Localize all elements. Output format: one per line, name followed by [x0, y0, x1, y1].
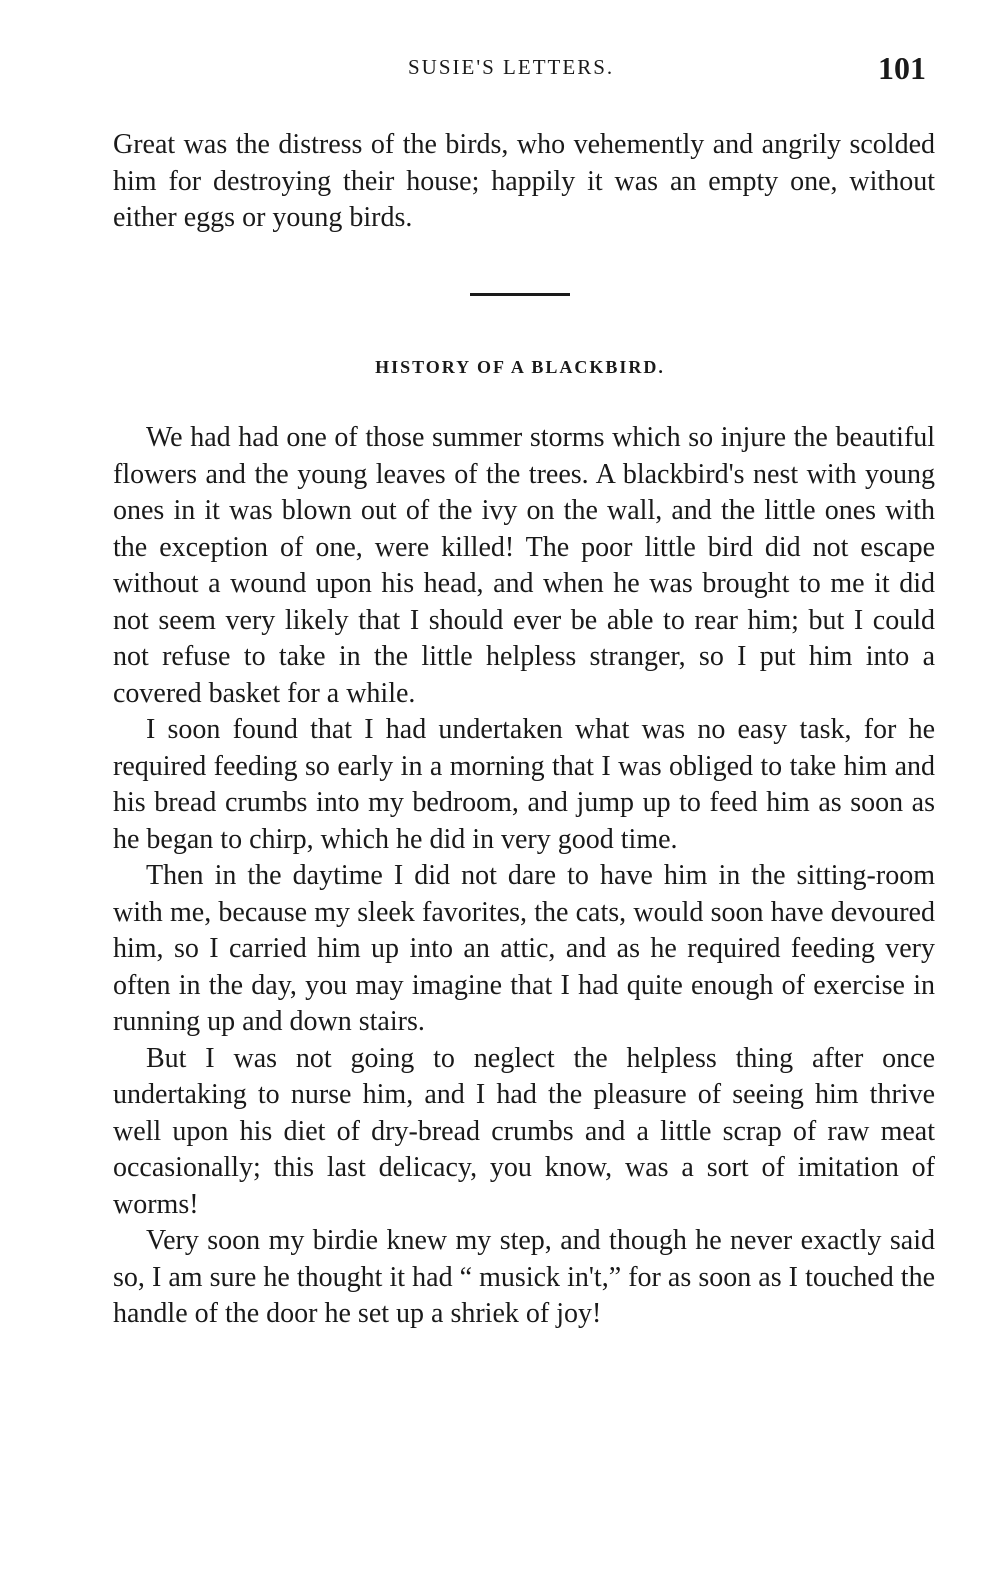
- paragraph: I soon found that I had undertaken what was no easy task, for he required feeding so early in a morning that I was obliged to take him and his bread crumbs into my bedroom, and jump up to feed him as soon as he began to chirp, which he did in very good time.: [113, 714, 935, 855]
- paragraph: Then in the daytime I did not dare to have him in the sitting-room with me, because my sleek favorites, the cats, would soon have devoured him, so I carried him up into an attic, and as he required feeding very often in the day, you may imagine that I had quite enough of exercise in running up and down stairs.: [113, 860, 935, 1037]
- continuation-text: [113, 127, 935, 237]
- section-heading: HISTORY OF A BLACKBIRD.: [375, 357, 665, 377]
- section-divider-rule: [470, 293, 570, 296]
- paragraph: We had had one of those summer storms which so injure the beautiful flowers and the young leaves of the trees. A blackbird's nest with young ones in it was blown out of the ivy on the wall, and the little ones with the exception of one, were killed! The poor little bird did not escape without a wound upon his head, and when he was brought to me it did not seem very likely that I should ever be able to rear him; but I could not refuse to take in the little helpless stranger, so I put him into a covered basket for a while.: [113, 422, 935, 709]
- page-number: 101: [878, 50, 926, 86]
- section-body: [113, 420, 935, 1333]
- paragraph: Very soon my birdie knew my step, and though he never exactly said so, I am sure he thought it had “ musick in't,” for as soon as I touched the handle of the door he set up a shriek of joy!: [113, 1225, 935, 1329]
- paragraph: But I was not going to neglect the helpless thing after once undertaking to nurse him, and I had the pleasure of seeing him thrive well upon his diet of dry-bread crumbs and a little scrap of raw meat occasionally; this last delicacy, you know, was a sort of imitation of worms!: [113, 1042, 935, 1220]
- running-head: SUSIE'S LETTERS.: [408, 55, 615, 79]
- continuation-paragraph: Great was the distress of the birds, who vehemently and angrily scolded him for destroying their house; happily it was an empty one, without either eggs or young birds.: [113, 129, 935, 233]
